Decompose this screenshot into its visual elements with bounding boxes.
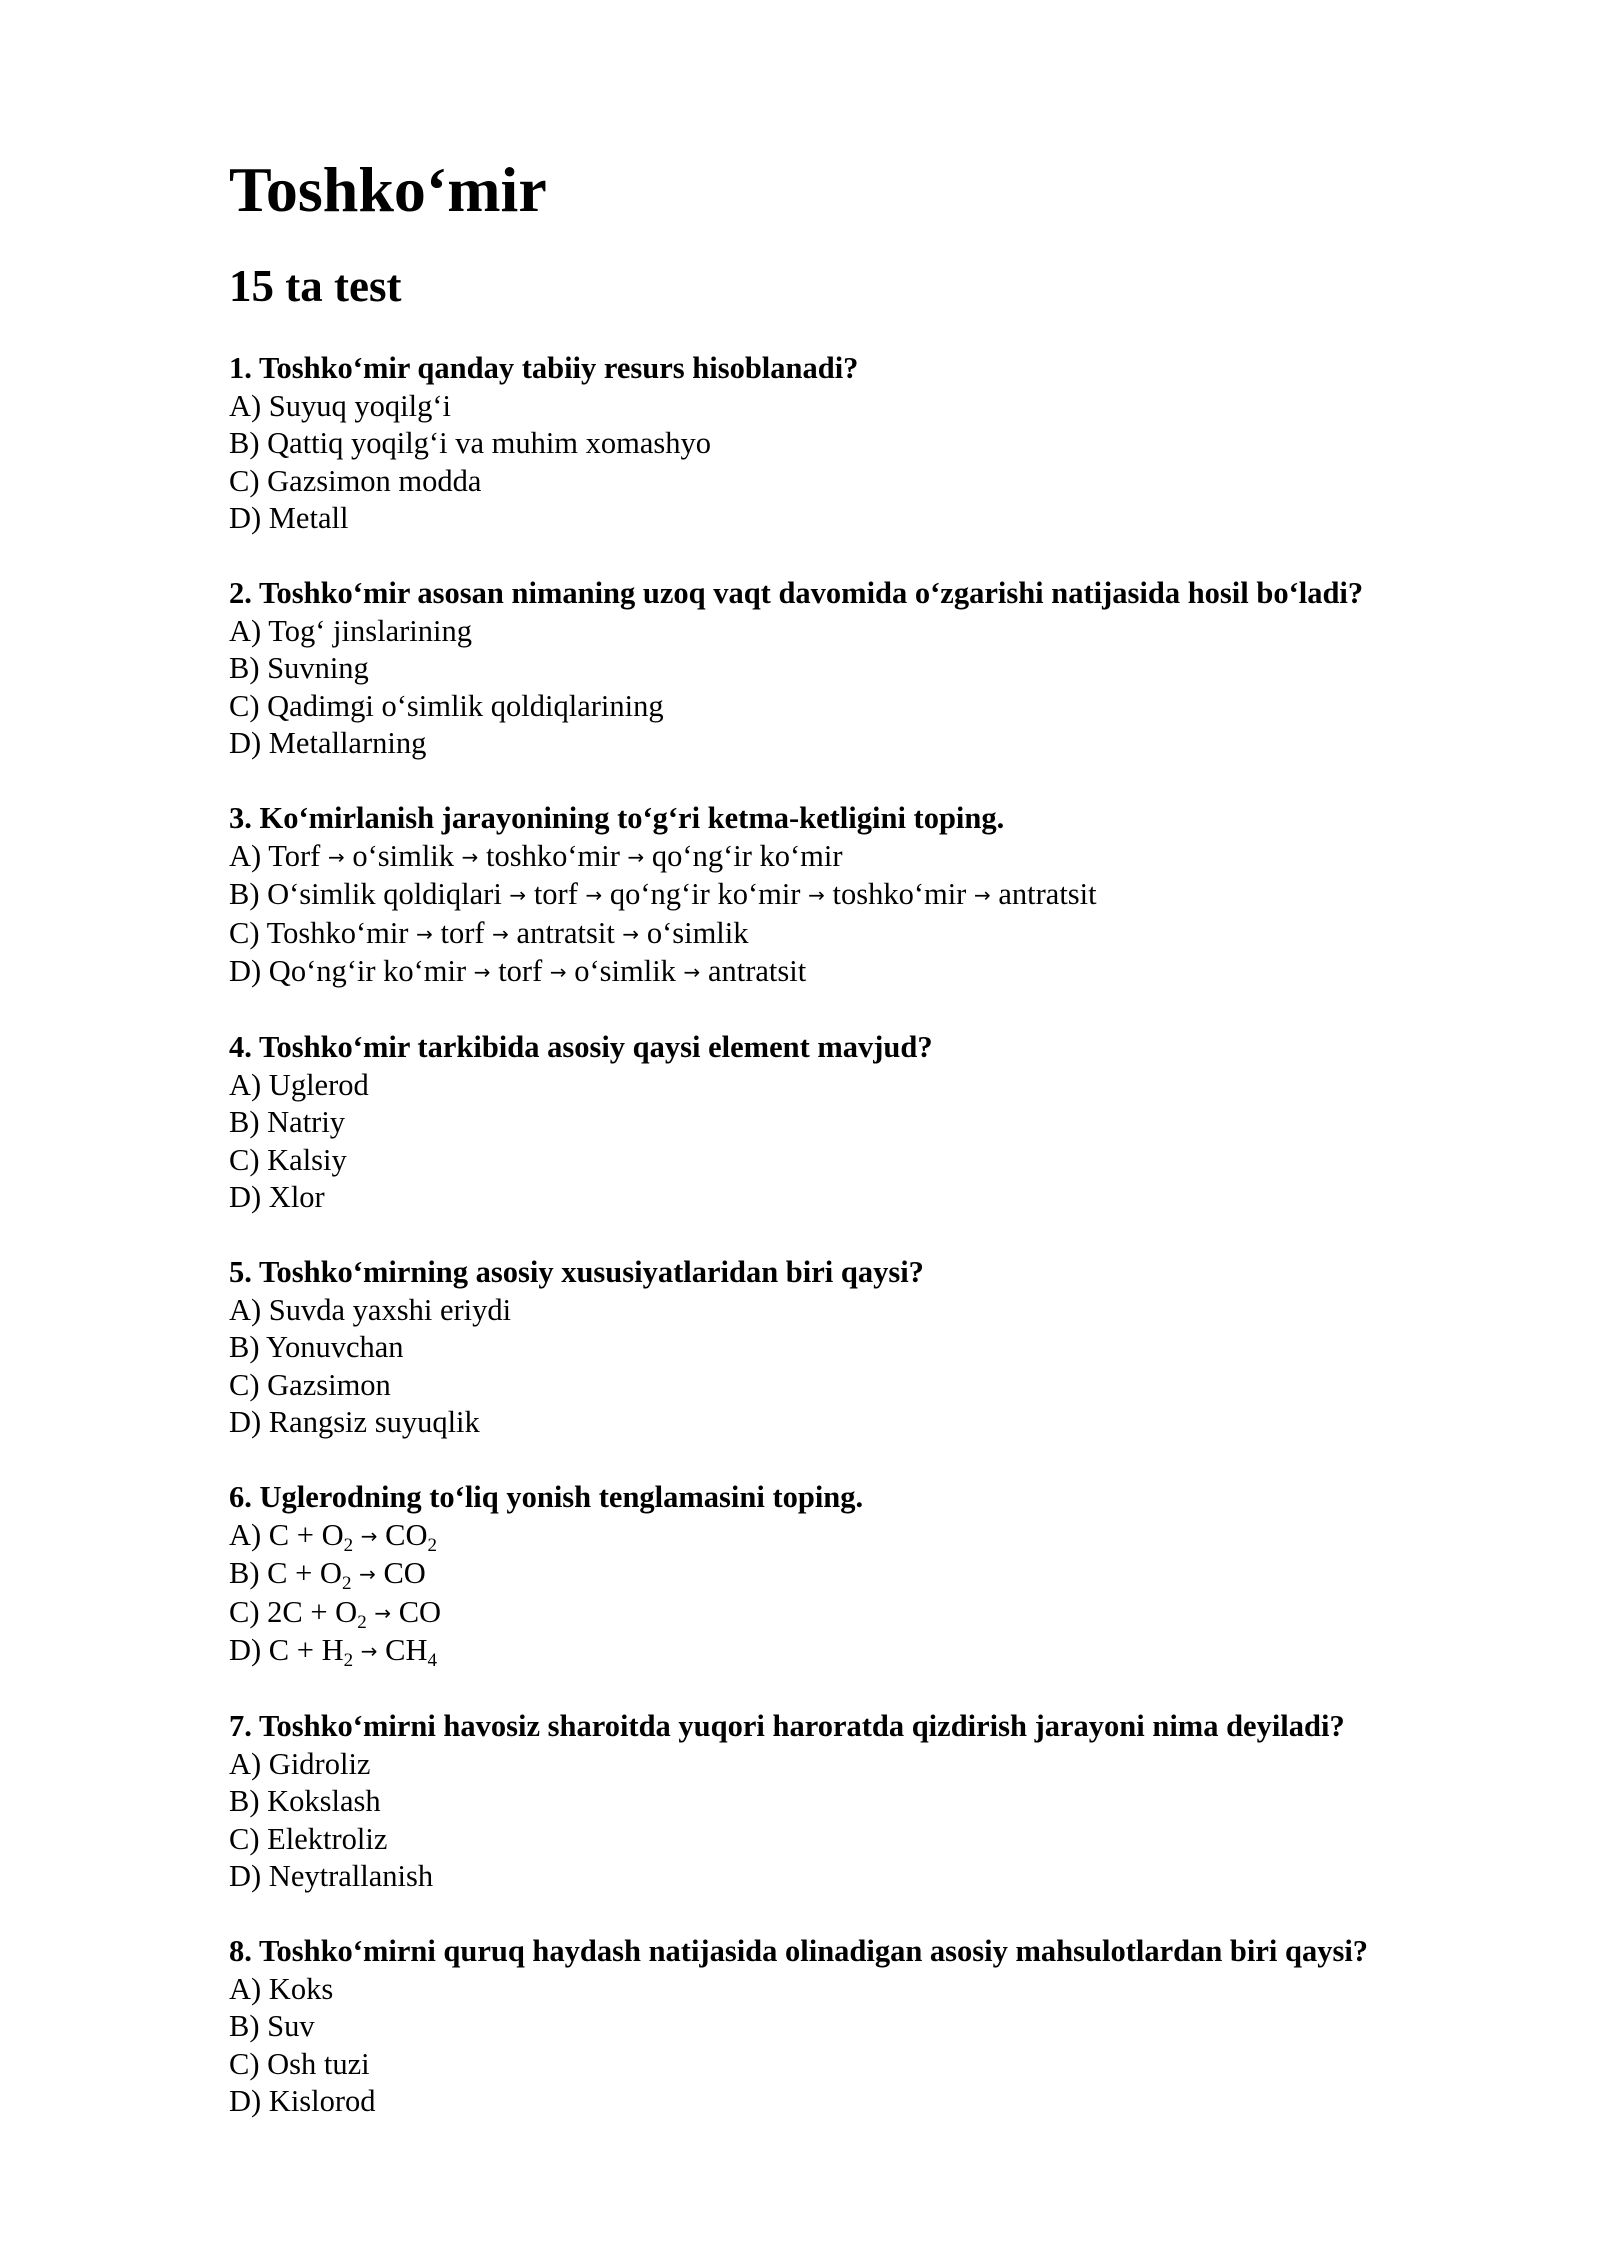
option-text: o‘simlik bbox=[639, 915, 749, 950]
answer-option bbox=[229, 2046, 1479, 2084]
answer-option bbox=[229, 1142, 1479, 1180]
arrow-icon: → bbox=[473, 960, 491, 984]
option-text: C) Qadimgi o‘simlik qoldiqlarining bbox=[229, 688, 664, 723]
question-text: 2. Toshko‘mir asosan nimaning uzoq vaqt davomida o‘zgarishi natijasida hosil bo‘ladi? bbox=[229, 576, 1364, 610]
option-text: C) Gazsimon bbox=[229, 1367, 391, 1402]
answer-option bbox=[229, 613, 1479, 651]
arrow-icon: → bbox=[683, 960, 701, 984]
answer-option bbox=[229, 1404, 1479, 1442]
answer-option bbox=[229, 1555, 1479, 1594]
option-text: qo‘ng‘ir ko‘mir bbox=[644, 838, 843, 873]
option-text: C) Osh tuzi bbox=[229, 2046, 370, 2081]
arrow-icon: → bbox=[360, 1523, 378, 1548]
question-block bbox=[229, 1708, 1479, 1896]
option-text: B) Qattiq yoqilg‘i va muhim xomashyo bbox=[229, 426, 712, 460]
question-text: 6. Uglerodning to‘liq yonish tenglamasini toping. bbox=[229, 1480, 864, 1514]
option-text: B) Suv bbox=[229, 2009, 315, 2043]
option-text: CH bbox=[377, 1633, 428, 1667]
arrow-icon: → bbox=[973, 883, 991, 907]
option-text: A) Koks bbox=[229, 1971, 334, 2006]
answer-option bbox=[229, 1179, 1479, 1217]
subscript: 2 bbox=[357, 1611, 367, 1633]
option-text: D) Neytrallanish bbox=[229, 1859, 434, 1893]
answer-option bbox=[229, 1367, 1479, 1405]
arrow-icon: → bbox=[585, 883, 603, 907]
option-text: D) Metall bbox=[229, 501, 349, 535]
arrow-icon: → bbox=[549, 960, 567, 984]
answer-option bbox=[229, 463, 1479, 501]
option-text: toshko‘mir bbox=[478, 838, 628, 873]
arrow-icon: → bbox=[374, 1600, 392, 1625]
option-text bbox=[353, 1518, 361, 1552]
option-text: A) Gidroliz bbox=[229, 1746, 371, 1781]
arrow-icon: → bbox=[492, 921, 509, 946]
option-text: torf bbox=[526, 877, 586, 911]
arrow-icon: → bbox=[808, 883, 825, 907]
question-text: 1. Toshko‘mir qanday tabiiy resurs hisoblanadi? bbox=[229, 351, 859, 385]
question-block bbox=[229, 1029, 1479, 1217]
option-text: C) Toshko‘mir bbox=[229, 915, 417, 950]
arrow-icon: → bbox=[509, 883, 527, 907]
answer-option bbox=[229, 688, 1479, 726]
option-text bbox=[351, 1556, 359, 1590]
arrow-icon: → bbox=[359, 1562, 376, 1586]
question-text: 4. Toshko‘mir tarkibida asosiy qaysi element mavjud? bbox=[229, 1030, 933, 1064]
option-text: B) Kokslash bbox=[229, 1784, 381, 1818]
option-text: antratsit bbox=[508, 915, 623, 950]
option-text: B) Natriy bbox=[229, 1105, 346, 1139]
answer-option bbox=[229, 1329, 1479, 1367]
answer-option bbox=[229, 953, 1479, 992]
answer-option bbox=[229, 2008, 1479, 2046]
option-text: qo‘ng‘ir ko‘mir bbox=[602, 877, 809, 911]
arrow-icon: → bbox=[327, 844, 345, 869]
answer-option bbox=[229, 388, 1479, 426]
option-text: torf bbox=[432, 915, 493, 950]
option-text: o‘simlik bbox=[344, 838, 462, 873]
arrow-icon: → bbox=[627, 844, 645, 869]
option-text: A) Suvda yaxshi eriydi bbox=[229, 1292, 512, 1327]
arrow-icon: → bbox=[622, 921, 640, 946]
option-text: C) Kalsiy bbox=[229, 1142, 347, 1177]
option-text: B) Suvning bbox=[229, 651, 369, 685]
option-text: CO bbox=[375, 1556, 426, 1590]
document-subtitle: 15 ta test bbox=[229, 261, 402, 311]
question-block bbox=[229, 1479, 1479, 1671]
option-text: A) C + O bbox=[229, 1517, 344, 1552]
subscript: 2 bbox=[343, 1650, 354, 1671]
option-text bbox=[353, 1633, 361, 1667]
question-block bbox=[229, 800, 1479, 992]
arrow-icon: → bbox=[360, 1639, 378, 1663]
answer-option bbox=[229, 725, 1479, 763]
option-text: B) Yonuvchan bbox=[229, 1330, 404, 1364]
option-text: A) Suyuq yoqilg‘i bbox=[229, 388, 451, 423]
option-text: CO bbox=[377, 1517, 428, 1552]
answer-option bbox=[229, 1783, 1479, 1821]
option-text: antratsit bbox=[700, 954, 807, 988]
answer-option bbox=[229, 1104, 1479, 1142]
question-list bbox=[229, 350, 1479, 2121]
answer-option bbox=[229, 1971, 1479, 2009]
document-title: Toshko‘mir bbox=[229, 154, 547, 225]
answer-option bbox=[229, 1067, 1479, 1105]
option-text: B) C + O bbox=[229, 1556, 342, 1590]
option-text: D) Rangsiz suyuqlik bbox=[229, 1405, 480, 1439]
option-text: C) Gazsimon modda bbox=[229, 463, 482, 498]
question-block bbox=[229, 350, 1479, 538]
option-text: C) 2C + O bbox=[229, 1594, 358, 1629]
subscript: 2 bbox=[427, 1534, 438, 1556]
answer-option bbox=[229, 2083, 1479, 2121]
question-text: 3. Ko‘mirlanish jarayonining to‘g‘ri ketma-ketligini toping. bbox=[229, 801, 1005, 835]
option-text: D) C + H bbox=[229, 1633, 344, 1667]
option-text: D) Metallarning bbox=[229, 726, 427, 760]
question-text: 7. Toshko‘mirni havosiz sharoitda yuqori haroratda qizdirish jarayoni nima deyiladi? bbox=[229, 1709, 1345, 1743]
answer-option bbox=[229, 1821, 1479, 1859]
document-page bbox=[229, 150, 1479, 2158]
answer-option bbox=[229, 1594, 1479, 1633]
answer-option bbox=[229, 425, 1479, 463]
option-text: D) Kislorod bbox=[229, 2084, 376, 2118]
option-text: o‘simlik bbox=[566, 954, 684, 988]
option-text: D) Qo‘ng‘ir ko‘mir bbox=[229, 954, 474, 988]
option-text: B) O‘simlik qoldiqlari bbox=[229, 877, 510, 911]
question-block bbox=[229, 1933, 1479, 2121]
answer-option bbox=[229, 1858, 1479, 1896]
answer-option bbox=[229, 915, 1479, 954]
arrow-icon: → bbox=[461, 844, 479, 869]
subscript: 2 bbox=[343, 1534, 354, 1556]
answer-option bbox=[229, 1746, 1479, 1784]
answer-option bbox=[229, 1292, 1479, 1330]
option-text: A) Torf bbox=[229, 838, 328, 873]
subscript: 2 bbox=[341, 1573, 352, 1594]
answer-option bbox=[229, 1632, 1479, 1671]
option-text: C) Elektroliz bbox=[229, 1821, 388, 1856]
answer-option bbox=[229, 1517, 1479, 1556]
question-block bbox=[229, 1254, 1479, 1442]
option-text: A) Tog‘ jinslarining bbox=[229, 613, 472, 648]
question-block bbox=[229, 575, 1479, 763]
answer-option bbox=[229, 650, 1479, 688]
arrow-icon: → bbox=[416, 921, 433, 946]
answer-option bbox=[229, 838, 1479, 877]
question-text: 5. Toshko‘mirning asosiy xususiyatlaridan biri qaysi? bbox=[229, 1255, 924, 1289]
option-text: antratsit bbox=[990, 877, 1097, 911]
answer-option bbox=[229, 876, 1479, 915]
option-text: torf bbox=[490, 954, 550, 988]
answer-option bbox=[229, 500, 1479, 538]
option-text: CO bbox=[391, 1594, 442, 1629]
option-text: A) Uglerod bbox=[229, 1067, 369, 1102]
subscript: 4 bbox=[427, 1650, 438, 1671]
option-text: D) Xlor bbox=[229, 1180, 325, 1214]
option-text: toshko‘mir bbox=[824, 877, 974, 911]
question-text: 8. Toshko‘mirni quruq haydash natijasida olinadigan asosiy mahsulotlardan biri qaysi? bbox=[229, 1934, 1369, 1968]
